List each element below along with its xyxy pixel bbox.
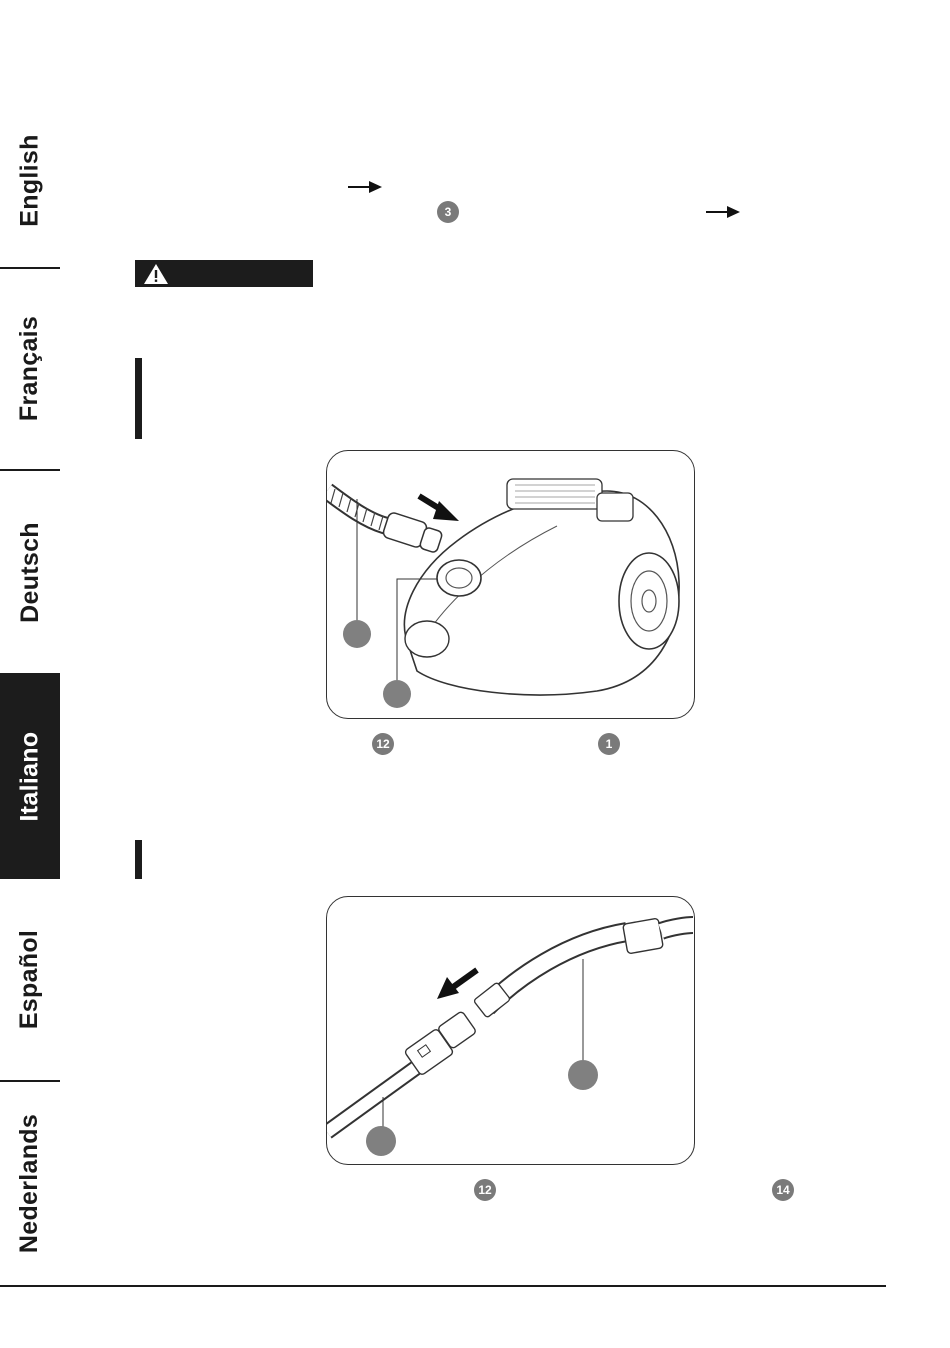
vacuum-cleaner-illustration	[327, 451, 693, 717]
footer-rule	[0, 1285, 886, 1287]
tab-espanol[interactable]	[0, 880, 60, 1078]
tab-francais[interactable]	[0, 270, 60, 467]
caption-badge: 1	[598, 733, 620, 755]
callout-circle	[343, 620, 371, 648]
tab-label: Nederlands	[15, 1113, 44, 1253]
callout-circle	[366, 1126, 396, 1156]
caption-badge: 12	[372, 733, 394, 755]
caption-badge: 12	[474, 1179, 496, 1201]
tab-label: English	[15, 133, 44, 227]
step-badge: 3	[437, 201, 459, 223]
warning-icon	[143, 263, 169, 285]
tab-label: Español	[15, 929, 44, 1029]
figure-hose-connection	[326, 450, 695, 719]
tube-handle-illustration	[327, 897, 693, 1163]
tab-divider	[0, 1080, 60, 1082]
tab-italiano[interactable]	[0, 673, 60, 879]
caption-badge: 14	[772, 1179, 794, 1201]
figure-tube-connection	[326, 896, 695, 1165]
tab-label: Français	[15, 315, 44, 422]
section-marker	[135, 358, 142, 439]
tab-label: Italiano	[15, 731, 44, 821]
tab-deutsch[interactable]	[0, 472, 60, 672]
tab-divider	[0, 267, 60, 269]
callout-circle	[568, 1060, 598, 1090]
callout-circle	[383, 680, 411, 708]
tab-label: Deutsch	[15, 521, 44, 623]
tab-divider	[0, 469, 60, 471]
tab-english[interactable]	[0, 95, 60, 265]
arrow-right-icon	[705, 205, 741, 219]
section-marker	[135, 840, 142, 879]
arrow-right-icon	[347, 180, 383, 194]
warning-box	[135, 260, 313, 287]
tab-nederlands[interactable]	[0, 1083, 60, 1283]
